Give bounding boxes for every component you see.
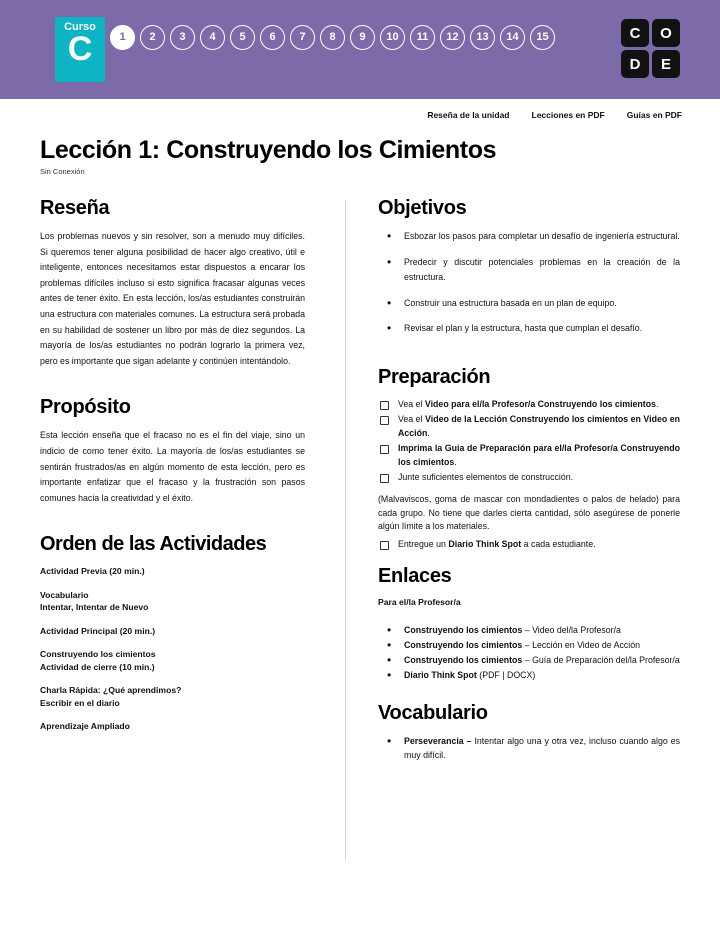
logo-tile-d: D — [621, 50, 649, 78]
lesson-number-6[interactable] — [260, 25, 285, 50]
activity-line: Vocabulario — [40, 589, 89, 600]
lesson-number-4[interactable] — [200, 25, 225, 50]
resource-link[interactable]: Guías en PDF — [626, 110, 682, 120]
lesson-number-3[interactable] — [170, 25, 195, 50]
activity-line: Aprendizaje Ampliado — [40, 721, 130, 732]
lesson-number-label: 5 — [239, 31, 246, 43]
section-heading-orden: Orden de las Actividades — [40, 533, 267, 556]
lesson-number-label: 6 — [269, 31, 276, 43]
code-org-logo[interactable] — [621, 19, 680, 78]
activity-line: Intentar, Intentar de Nuevo — [40, 602, 149, 613]
lesson-number-label: 14 — [506, 31, 519, 43]
lesson-number-label: 2 — [149, 31, 156, 43]
preparacion-item-suffix: a cada estudiante. — [521, 538, 596, 549]
enlace-item-desc: – Video del/la Profesor/a — [522, 625, 621, 636]
right-column — [378, 196, 680, 763]
lesson-number-14[interactable] — [500, 25, 525, 50]
enlace-item-title: Construyendo los cimientos — [404, 640, 523, 651]
section-heading-objetivos: Objetivos — [378, 197, 467, 219]
title-area — [40, 136, 680, 176]
page-subtitle: Sin Conexión — [40, 167, 85, 176]
enlaces-list — [378, 623, 680, 682]
enlace-item-desc: – Guía de Preparación del/la Profesor/a — [522, 655, 680, 666]
preparacion-item-bold: Imprima la Guia de Preparación para el/la Profesor/a Construyendo los cimientos — [398, 443, 680, 467]
left-column — [40, 196, 305, 744]
logo-tile-c: C — [621, 19, 649, 47]
preparacion-list — [378, 398, 680, 486]
lesson-number-label: 8 — [329, 31, 336, 43]
enlace-item-desc: (PDF | DOCX) — [476, 670, 536, 681]
lesson-number-9[interactable] — [350, 25, 375, 50]
lesson-number-1[interactable] — [110, 25, 135, 50]
preparacion-item-bold: Diario Think Spot — [448, 538, 522, 549]
preparacion-item — [378, 442, 680, 469]
activity-order-list — [40, 565, 305, 733]
lesson-number-5[interactable] — [230, 25, 255, 50]
lesson-number-11[interactable] — [410, 25, 435, 50]
enlace-item-desc: – Lección en Video de Acción — [522, 640, 641, 651]
preparacion-item — [378, 413, 680, 440]
activity-line: Construyendo los cimientos — [40, 649, 156, 660]
section-heading-preparacion: Preparación — [378, 365, 491, 388]
activity-block — [40, 648, 305, 673]
objetivo-item: • Revisar el plan y la estructura, hasta que cumplan el desafío. — [378, 321, 680, 337]
resource-link[interactable]: Lecciones en PDF — [531, 110, 605, 120]
preparacion-item-suffix: . — [655, 398, 659, 409]
logo-tile-o: O — [652, 19, 680, 47]
objetivo-item: • Esbozar los pasos para completar un desafío de ingeniería estructural. — [378, 229, 680, 245]
preparacion-item-prefix: Vea el — [398, 414, 426, 425]
lesson-number-label: 12 — [446, 31, 459, 43]
preparacion-item — [378, 471, 680, 485]
activity-line: Actividad de cierre (10 min.) — [40, 661, 155, 672]
lesson-number-2[interactable] — [140, 25, 165, 50]
lesson-number-label: 11 — [416, 31, 429, 43]
activity-block — [40, 589, 305, 614]
section-heading-resena: Reseña — [40, 197, 110, 219]
activity-line: Charla Rápida: ¿Qué aprendimos? — [40, 685, 182, 696]
preparacion-item-prefix: Junte suficientes elementos de construcción. — [398, 472, 574, 483]
proposito-body: Esta lección enseña que el fracaso no es el fin del viaje, sino un indicio de como tener éxito. La mayoría de los/as estudiantes se sentirán frustrados/as en algún momento de esta lección, pero es importante enfatizar que el fracaso y la frustración son pasos comunes hacia la creatividad y el éxito. — [40, 430, 305, 503]
lesson-number-nav — [110, 25, 559, 50]
resena-body: Los problemas nuevos y sin resolver, son a menudo muy difíciles. Si queremos tener alguna posibilidad de hacer algo creativo, útil e inteligente, entonces necesitamos estar dispuestos a encarar los problemas difíciles incluso si esto significa fracasar algunas veces antes de tener éxito. En esta lección, los/as estudiantes construirán una estructura con materiales comunes. La estructura será probada en su habilidad de sostener un libro por más de diez segundos. La mayoría de los/as estudiantes no podrán lograrlo la primera vez, pero es importante que sigan adelante y continúen intentándolo. — [40, 231, 305, 366]
enlace-item[interactable] — [378, 638, 680, 652]
lesson-number-label: 10 — [386, 31, 399, 43]
activity-block — [40, 625, 305, 638]
enlace-item-title: Construyendo los cimientos — [404, 625, 523, 636]
preparacion-last-item-list — [378, 538, 680, 552]
activity-line: Escribir en el diario — [40, 697, 120, 708]
logo-tile-e: E — [652, 50, 680, 78]
preparacion-item-bold: Video de la Lección Construyendo los cimientos en Video en Acción — [398, 414, 681, 438]
objetivo-item: • Predecir y discutir potenciales problemas en la creación de la estructura. — [378, 255, 680, 286]
lesson-number-13[interactable] — [470, 25, 495, 50]
lesson-number-label: 7 — [299, 31, 306, 43]
activity-line: Actividad Principal (20 min.) — [40, 625, 156, 636]
preparacion-item-prefix: Vea el — [398, 398, 425, 409]
preparacion-item — [378, 538, 680, 552]
page-title: Lección 1: Construyendo los Cimientos — [40, 136, 497, 164]
preparacion-item-bold: Video para el/la Profesor/a Construyendo los cimientos — [424, 398, 656, 409]
section-heading-vocabulario: Vocabulario — [378, 702, 488, 725]
enlace-item[interactable] — [378, 653, 680, 667]
column-divider — [345, 200, 346, 860]
course-badge[interactable] — [55, 17, 105, 82]
course-badge-letter: C — [67, 30, 93, 68]
objetivos-list — [378, 229, 680, 337]
activity-block — [40, 720, 305, 733]
preparacion-item — [378, 398, 680, 412]
enlace-item-title: Construyendo los cimientos — [404, 655, 523, 666]
lesson-number-label: 4 — [209, 31, 216, 43]
enlaces-subhead: Para el/la Profesor/a — [378, 597, 461, 608]
enlace-item-title: Diario Think Spot — [404, 670, 477, 681]
activity-block — [40, 565, 305, 578]
site-header — [0, 0, 720, 99]
preparacion-item-suffix: . — [454, 456, 457, 467]
enlace-item[interactable] — [378, 668, 680, 682]
lesson-number-12[interactable] — [440, 25, 465, 50]
preparacion-item-prefix: Entregue un — [398, 538, 449, 549]
vocabulario-item — [378, 734, 680, 762]
lesson-number-label: 9 — [359, 31, 366, 43]
enlace-item[interactable] — [378, 623, 680, 637]
course-badge-word: Curso — [64, 21, 96, 33]
lesson-number-label: 1 — [119, 31, 126, 43]
lesson-number-8[interactable] — [320, 25, 345, 50]
lesson-number-10[interactable] — [380, 25, 405, 50]
lesson-number-label: 15 — [536, 31, 549, 43]
section-heading-proposito: Propósito — [40, 396, 131, 419]
preparacion-note: (Malvaviscos, goma de mascar con mondadientes o palos de helado) para cada grupo. No tiene que darles cierta cantidad, sólo asegúrese de ponerle algún límite a los materiales. — [378, 494, 680, 532]
activity-block — [40, 684, 305, 709]
vocabulario-definition: Intentar algo una y otra vez, incluso cuando algo es muy difícil. — [404, 736, 680, 761]
vocabulario-list — [378, 734, 680, 762]
vocabulario-term: Perseverancia – — [404, 736, 472, 747]
lesson-number-label: 3 — [179, 31, 186, 43]
section-heading-enlaces: Enlaces — [378, 565, 452, 588]
resource-links — [427, 110, 682, 120]
activity-line: Actividad Previa (20 min.) — [40, 566, 145, 577]
lesson-number-15[interactable] — [530, 25, 555, 50]
resource-link[interactable]: Reseña de la unidad — [427, 110, 510, 120]
lesson-number-7[interactable] — [290, 25, 315, 50]
objetivo-item: • Construir una estructura basada en un plan de equipo. — [378, 296, 680, 312]
preparacion-item-suffix: . — [427, 427, 430, 438]
lesson-number-label: 13 — [476, 31, 489, 43]
